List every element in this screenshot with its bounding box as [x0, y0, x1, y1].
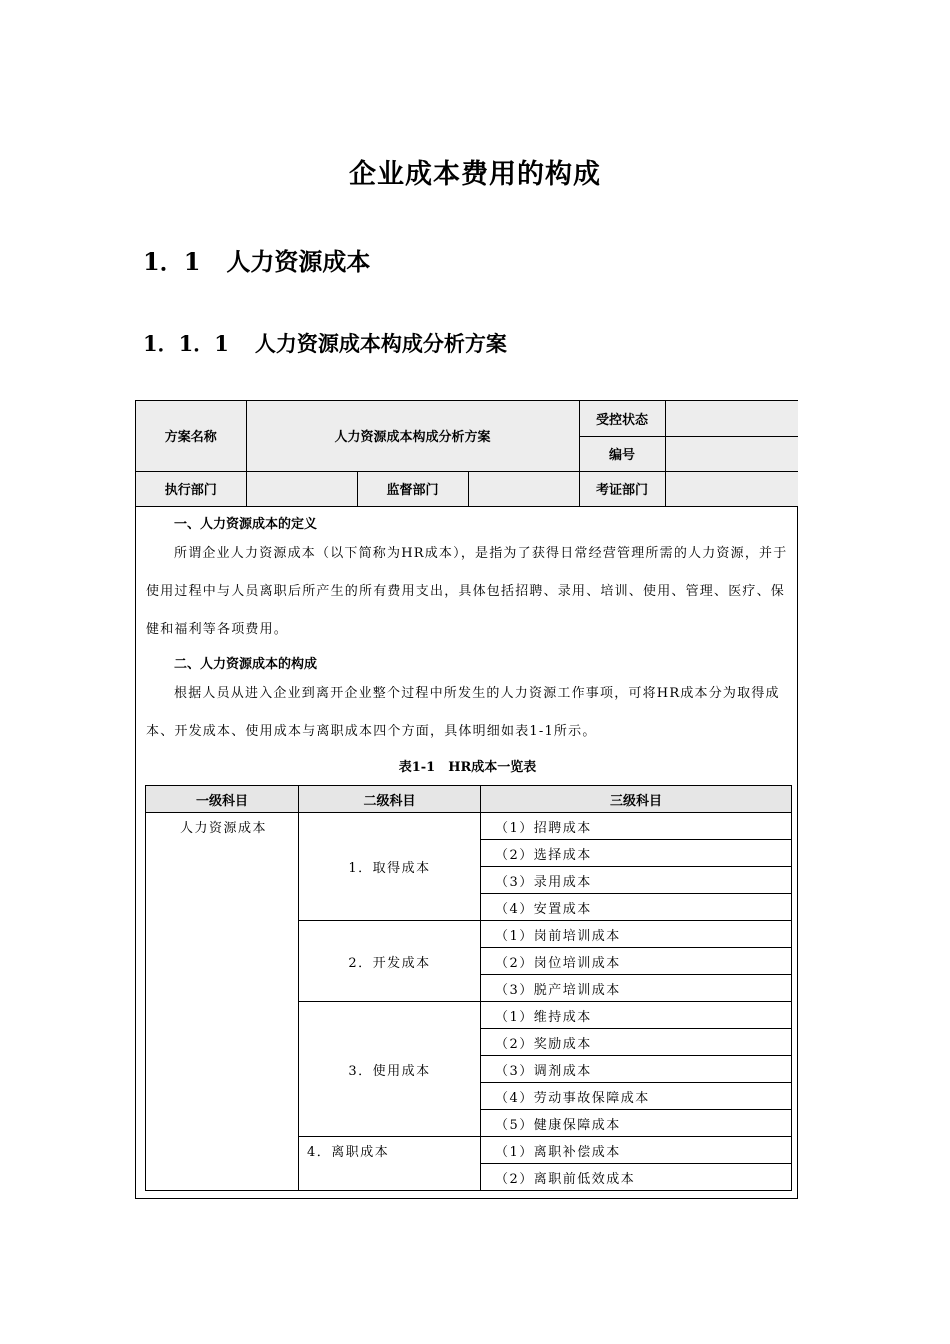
supervise-dept-label: 监督部门: [357, 471, 468, 506]
audit-dept-label: 考证部门: [579, 471, 665, 506]
level3-cell: （1）维持成本: [481, 1002, 792, 1029]
document-title: 企业成本费用的构成: [349, 159, 601, 190]
header-level2: 二级科目: [299, 786, 481, 813]
level2-separation: 4．离职成本: [299, 1137, 481, 1191]
level3-cell: （2）岗位培训成本: [481, 948, 792, 975]
level3-cell: （4）安置成本: [481, 894, 792, 921]
control-status-value: [665, 401, 798, 436]
scheme-frame: [135, 400, 798, 1199]
level2-acquisition: 1．取得成本: [299, 813, 481, 921]
exec-dept-value: [246, 471, 357, 506]
scheme-name-value: 人力资源成本构成分析方案: [246, 401, 579, 471]
control-status-label: 受控状态: [579, 401, 665, 436]
composition-heading: 二、人力资源成本的构成: [174, 657, 318, 672]
exec-dept-label: 执行部门: [136, 471, 246, 506]
number-value: [665, 436, 798, 471]
definition-heading: 一、人力资源成本的定义: [174, 517, 318, 532]
section-heading-1: [143, 242, 370, 277]
supervise-dept-value: [468, 471, 579, 506]
level3-cell: （2）离职前低效成本: [481, 1164, 792, 1191]
level3-cell: （1）离职补偿成本: [481, 1137, 792, 1164]
hr-cost-table: [145, 785, 792, 1191]
level3-cell: （3）录用成本: [481, 867, 792, 894]
header-level3: 三级科目: [481, 786, 792, 813]
level3-cell: （5）健康保障成本: [481, 1110, 792, 1137]
level3-cell: （3）脱产培训成本: [481, 975, 792, 1002]
composition-paragraph: 根据人员从进入企业到离开企业整个过程中所发生的人力资源工作事项，可将HR成本分为取得成本、开发成本、使用成本与离职成本四个方面，具体明细如表1-1所示。: [146, 686, 780, 739]
section-title: 人力资源成本构成分析方案: [254, 331, 507, 356]
table-caption: 表1-1 HR成本一览表: [398, 760, 537, 775]
audit-dept-value: [665, 471, 798, 506]
level3-cell: （4）劳动事故保障成本: [481, 1083, 792, 1110]
level3-cell: （2）奖励成本: [481, 1029, 792, 1056]
section-heading-1-1-1: [143, 328, 507, 358]
section-number: 1．1．1: [143, 331, 229, 356]
level3-cell: （3）调剂成本: [481, 1056, 792, 1083]
level3-cell: （1）岗前培训成本: [481, 921, 792, 948]
number-label: 编号: [579, 436, 665, 471]
header-level1: 一级科目: [146, 786, 299, 813]
level3-cell: （1）招聘成本: [481, 813, 792, 840]
level2-usage: 3．使用成本: [299, 1002, 481, 1137]
section-number: 1．1: [143, 247, 201, 276]
level1-cell: 人力资源成本: [146, 813, 299, 1191]
level2-development: 2．开发成本: [299, 921, 481, 1002]
definition-paragraph: 所谓企业人力资源成本（以下简称为HR成本），是指为了获得日常经营管理所需的人力资源，并于使用过程中与人员离职后所产生的所有费用支出，具体包括招聘、录用、培训、使用、管理、医疗、保健和福利等各项费用。: [146, 546, 788, 637]
table-row: [146, 813, 792, 840]
scheme-name-label: 方案名称: [136, 401, 246, 471]
scheme-meta-table: [136, 401, 798, 507]
level3-cell: （2）选择成本: [481, 840, 792, 867]
section-title: 人力资源成本: [226, 247, 371, 276]
